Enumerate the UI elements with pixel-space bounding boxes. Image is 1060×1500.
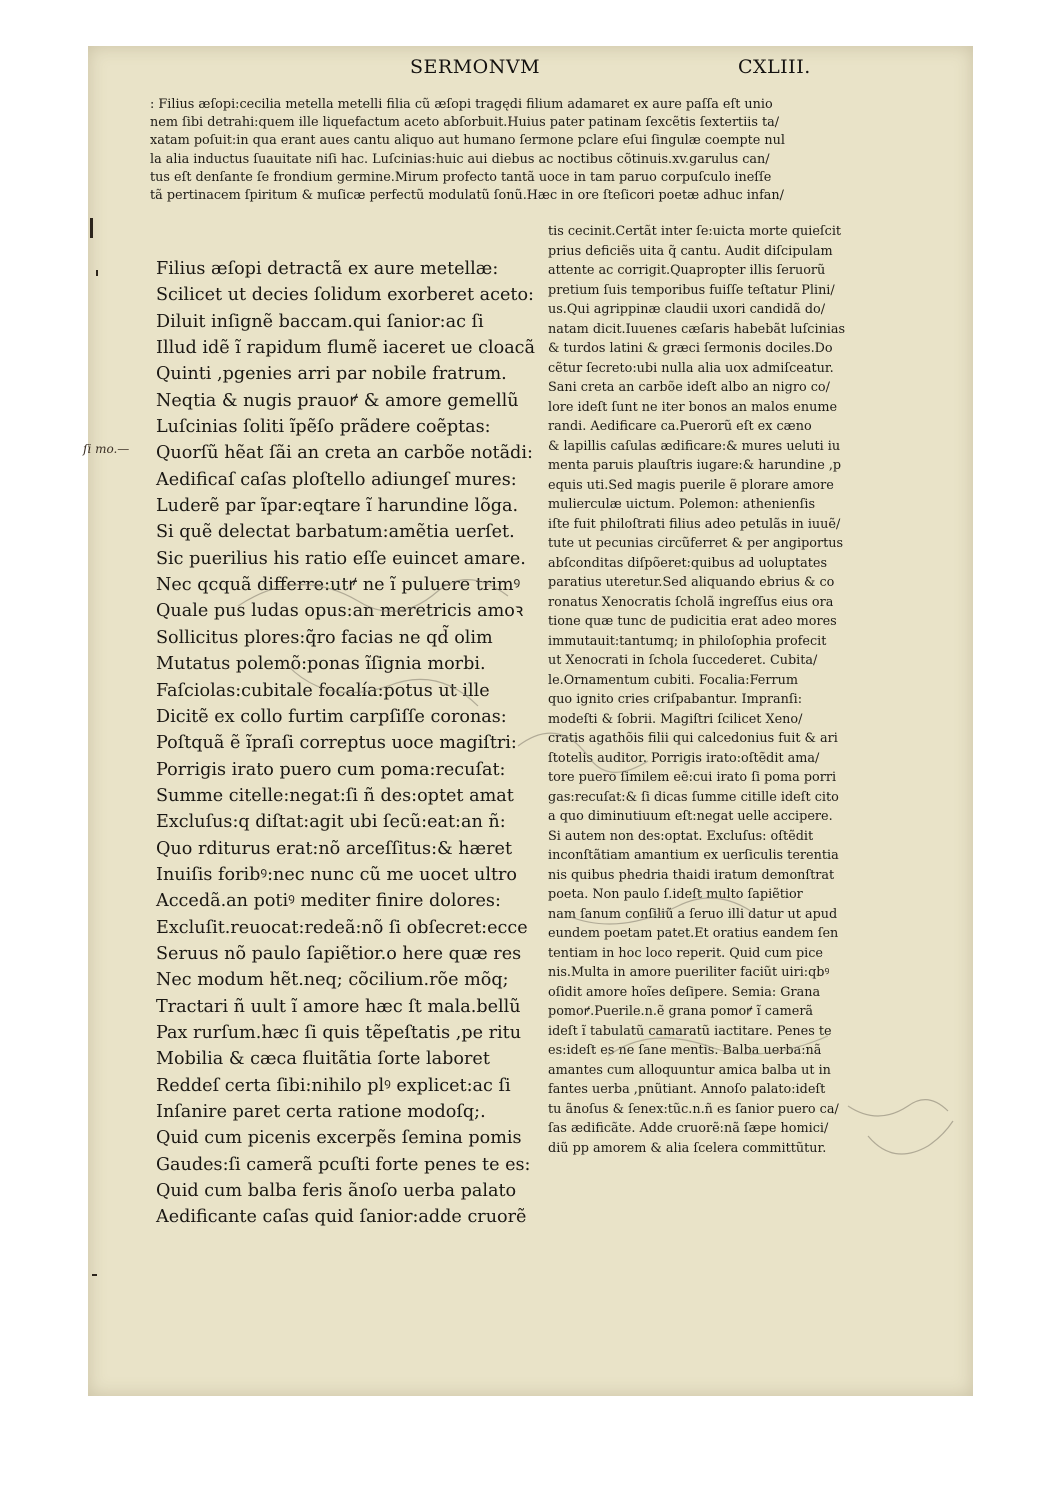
commentary-line: poeta. Non paulo ſ.ideſt multo ſapiẽtior (548, 887, 803, 902)
commentary-line: attente ac corrigit.Quapropter illis ſeruorũ (548, 263, 826, 278)
commentary-line: ideſt ĩ tabulatũ camaratũ iactitare. Penes te (548, 1023, 832, 1039)
verse-line: Quorſũ hẽat ſãi an creta an carbõe notãdi: (156, 443, 533, 464)
commentary-line: xatam poſuit:in qua erant aues cantu aliquo aut humano ſermone pclare eſui ſingulæ coempte nul (150, 133, 786, 149)
verse-line: Diluit inſignẽ baccam.qui ſanior:ac ſi (156, 311, 484, 332)
commentary-line: tentiam in hoc loco reperit. Quid cum pice (548, 945, 824, 961)
commentary-line: mulierculæ uictum. Polemon: athenienſis (548, 497, 816, 512)
verse-line: Quinti ,pgenies arri par nobile fratrum. (156, 364, 507, 385)
verse-line: Scilicet ut decies ſolidum exorberet aceto: (156, 285, 534, 306)
commentary-line: tã pertinacem ſpiritum & muſicæ perfectũ modulatũ ſonũ.Hæc in ore ſteſicori poetæ adhuc infan/ (150, 188, 784, 204)
commentary-line: ut Xenocrati in ſchola ſuccederet. Cubita/ (548, 653, 818, 668)
commentary-line: equis uti.Sed magis puerile ẽ plorare amore (548, 477, 834, 493)
commentary-line: amantes cum alloquuntur amica balba ut in (548, 1062, 831, 1078)
verse-line: Quid cum balba feris ãnoſo uerba palato (156, 1181, 517, 1202)
commentary-line: & turdos latini & græci ſermonis dociles.Do (548, 341, 833, 356)
marginal-annotation: ſi mo.— (83, 442, 130, 456)
margin-tick-mark (96, 270, 98, 276)
commentary-line: nis quibus phedria thaidi iratum demonſtrat (548, 867, 835, 883)
verse-line: Dicitẽ ex collo furtim carpſiſſe coronas: (156, 706, 507, 727)
commentary-line: es:ideſt es ne ſane mentis. Balba uerba:nã (548, 1043, 822, 1058)
verse-line: Luderẽ par ĩpar:eqtare ĩ harundine lõga. (156, 496, 519, 517)
verse-line: Nec modum hẽt.neq; cõcilium.rõe mõq; (156, 970, 509, 991)
verse-column (156, 256, 551, 1231)
verse-line: Sic puerilius his ratio eſſe euincet amare. (156, 548, 526, 569)
verse-line: Sollicitus plores:q̃ro facias ne qd̃ olim (156, 627, 493, 648)
commentary-line: randi. Aedificare ca.Puerorũ eſt ex cæno (548, 419, 812, 434)
verse-line: Luſcinias ſoliti ĩpẽſo prãdere coẽptas: (156, 417, 491, 438)
commentary-line: nem ſibi detrahi:quem ille liquefactum aceto abſorbuit.Huius pater patinam ſexcẽtis ſextertiis ta/ (150, 115, 780, 131)
margin-tick-mark (90, 218, 93, 238)
commentary-line: & lapillis caſulas ædificare:& mures ueluti iu (548, 438, 841, 454)
commentary-line: menta paruis plauſtris iugare:& harundine ,p (548, 458, 842, 473)
commentary-line: gas:recuſat:& ſi dicas ſumme citille ideſt cito (548, 789, 839, 805)
commentary-line: tus eſt denſante ſe frondium germine.Mirum profecto tantã uoce in tam paruo corpuſculo ineſſe (150, 169, 772, 185)
commentary-line: fantes uerba ,pnũtiant. Annoſo palato:ideſt (548, 1082, 826, 1097)
commentary-line: cẽtur ſecreto:ubi nulla alia uox admiſceatur. (548, 360, 834, 376)
commentary-line: le.Ornamentum cubiti. Focalia:Ferrum (548, 672, 798, 688)
verse-line: Mutatus polemõ:ponas ĩſignia morbi. (156, 654, 486, 675)
verse-line: Excluſus:q diſtat:agit ubi ſecũ:eat:an ñ: (156, 812, 506, 833)
verse-line: Filius æſopi detractã ex aure metellæ: (156, 259, 499, 279)
verse-line: Neqtia & nugis prauoꝵ & amore gemellũ (156, 390, 519, 411)
verse-line: Seruus nõ paulo ſapiẽtior.o here quæ res (156, 943, 522, 964)
top-commentary-block (150, 96, 890, 205)
commentary-line: natam dicit.Iuuenes cæſaris habebãt luſcinias (548, 321, 846, 337)
commentary-line: : Filius æſopi:cecilia metella metelli filia cũ æſopi tragędi filium adamaret ex aure paſſa eſt unio (150, 97, 773, 112)
verse-line: Reddeſ certa ſibi:nihilo plꝰ explicet:ac ſi (156, 1075, 511, 1096)
verse-line: Porrigis irato puero cum poma:recuſat: (156, 759, 506, 780)
commentary-line: abſconditas diſpõeret:quibus ad uoluptates (548, 555, 828, 571)
commentary-line: tis cecinit.Certãt inter ſe:uicta morte quieſcit (548, 224, 842, 239)
commentary-line: diũ pp amorem & alia ſcelera committũtur. (548, 1140, 827, 1156)
commentary-line: iſte fuit philoſtrati filius adeo petulãs in iuuẽ/ (548, 516, 841, 532)
commentary-line: nis.Multa in amore pueriliter faciũt uiri:qbꝰ (548, 965, 830, 980)
running-title: SERMONVM (410, 56, 541, 78)
verse-line: Quale pus ludas opus:an meretricis amoꝛ (156, 601, 524, 622)
verse-line: Summe citelle:negat:ſi ñ des:optet amat (156, 785, 514, 806)
verse-line: Quo rditurus erat:nõ arceſſitus:& hæret (156, 838, 513, 859)
verse-line: Aedificaſ caſas ploſtello adiungeſ mures: (156, 469, 517, 490)
commentary-line: Si autem non des:optat. Excluſus: oſtẽdit (548, 828, 814, 844)
commentary-line: eundem poetam patet.Et oratius eandem ſen (548, 926, 839, 941)
folio-number: CXLIII. (738, 56, 811, 78)
verse-line: Gaudes:ſi camerã pcuſti forte penes te es: (156, 1154, 531, 1175)
commentary-line: tute ut pecunias circũferret & per angiportus (548, 536, 844, 551)
verse-line: Inuiſis foribꝰ:nec nunc cũ me uocet ultro (156, 864, 518, 885)
commentary-line: tu ãnoſus & ſenex:tũc.n.ñ es ſanior puero ca/ (548, 1101, 839, 1117)
verse-line: Quid cum picenis excerpẽs ſemina pomis (156, 1128, 522, 1149)
commentary-column (548, 222, 888, 1158)
commentary-line: us.Qui agrippinæ claudii uxori candidã do/ (548, 302, 826, 317)
manuscript-page (83, 46, 973, 1396)
verse-line: Accedã.an potiꝰ mediter finire dolores: (156, 891, 501, 912)
verse-line: Nec qcquã differre:utꝵ ne ĩ puluere trimꝰ (156, 575, 521, 596)
verse-line: Aedificante caſas quid ſanior:adde cruorẽ (156, 1207, 527, 1228)
commentary-line: lore ideſt ſunt ne iter bonos an malos enume (548, 399, 838, 415)
commentary-line: inconſtãtiam amantium ex uerſiculis terentia (548, 848, 839, 863)
verse-line: Illud idẽ ĩ rapidum flumẽ iaceret ue cloacã (156, 338, 536, 359)
verse-line: Faſciolas:cubitale focalía:potus ut ille (156, 680, 490, 701)
commentary-line: quo ignito cries criſpabantur. Impranſi: (548, 692, 803, 707)
commentary-line: cratis agathõis filii qui calcedonius fuit & ari (548, 731, 838, 746)
verse-line: Poſtquã ẽ ĩpraſi correptus uoce magiſtri: (156, 733, 517, 754)
commentary-line: paratius uteretur.Sed aliquando ebrius & co (548, 575, 835, 590)
verse-line: Pax rurſum.hæc ſi quis tẽpeſtatis ,pe ritu (156, 1022, 522, 1043)
verse-line: Tractari ñ uult ĩ amore hæc ſt mala.bellũ (156, 996, 521, 1017)
verse-line: Inſanire paret certa ratione modoſq;. (156, 1102, 486, 1122)
commentary-line: Sani creta an carbõe ideſt albo an nigro co/ (548, 380, 830, 395)
margin-tick-mark (92, 1274, 97, 1276)
commentary-line: a quo diminutiuum eſt:negat uelle accipere. (548, 809, 833, 824)
commentary-line: nam ſanum conſiliũ a ſeruo illi datur ut apud (548, 906, 838, 922)
verse-line: Excluſit.reuocat:redeã:nõ ſi obſecret:ecce (156, 917, 528, 938)
commentary-line: pretium ſuis temporibus fuiſſe teſtatur Plini/ (548, 282, 835, 298)
verse-line: Si quẽ delectat barbatum:amẽtia uerſet. (156, 522, 515, 543)
commentary-line: oſidit amore hoĩes deſipere. Semia: Grana (548, 984, 821, 1000)
commentary-line: ſtotelis auditor. Porrigis irato:oſtẽdit ama/ (548, 750, 820, 766)
commentary-line: tione quæ tunc de pudicitia erat adeo mores (548, 614, 837, 629)
verse-line: Mobilia & cæca fluitãtia ſorte laboret (156, 1049, 490, 1070)
commentary-line: modeſti & ſobrii. Magiſtri ſcilicet Xeno/ (548, 711, 803, 727)
commentary-line: ronatus Xenocratis ſcholã ingreſſus eius ora (548, 594, 834, 610)
commentary-line: immutauit:tantumq; in philoſophia profecit (548, 633, 827, 649)
commentary-line: tore puero ſimilem eẽ:cui irato ſi poma porri (548, 770, 837, 785)
commentary-line: pomoꝵ.Puerile.n.ẽ grana pomoꝵ ĩ camerã (548, 1004, 814, 1019)
commentary-line: ſas ædificãte. Adde cruorẽ:nã ſæpe homici/ (548, 1121, 829, 1136)
commentary-line: la alia inductus ſuauitate niſi hac. Luſcinias:huic aui diebus ac noctibus cõtinuis.xv.garulus can/ (150, 151, 770, 167)
commentary-line: prius deficiẽs uita q̃ cantu. Audit diſcipulam (548, 243, 833, 259)
